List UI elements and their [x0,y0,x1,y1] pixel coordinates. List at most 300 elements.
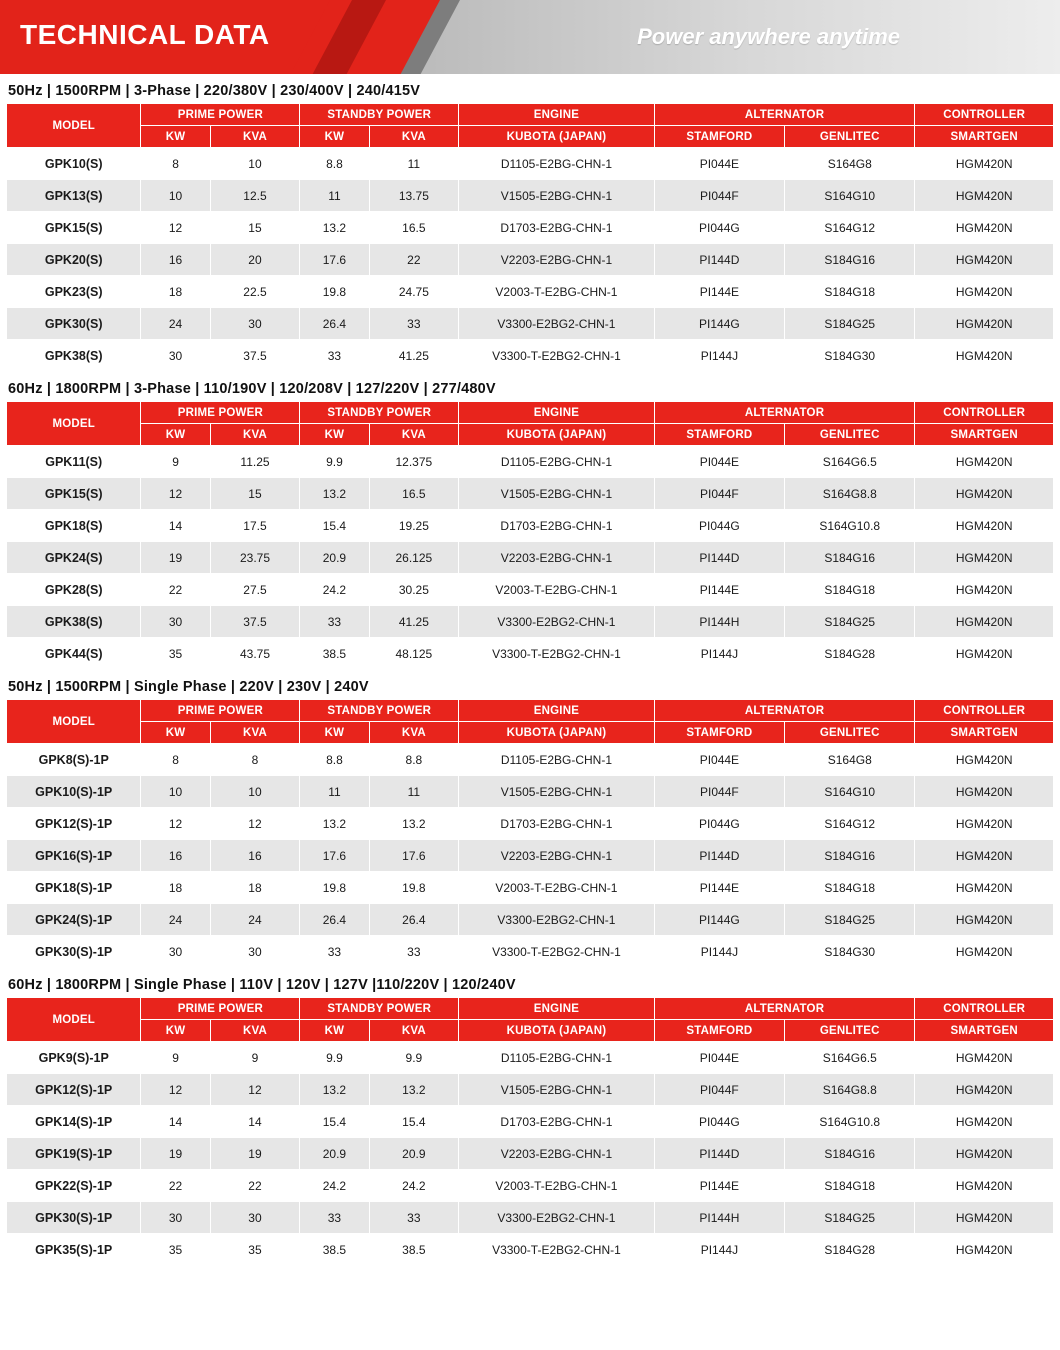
col-header-prime-kva: KVA [210,126,300,148]
cell-genlitec: S184G18 [785,872,915,904]
cell-standby-kva: 33 [369,1202,459,1234]
cell-smartgen: HGM420N [915,1042,1054,1074]
col-header-prime-power: PRIME POWER [141,104,300,126]
cell-model: GPK16(S)-1P [7,840,141,872]
cell-prime-kva: 20 [210,244,300,276]
cell-model: GPK23(S) [7,276,141,308]
cell-standby-kva: 16.5 [369,478,459,510]
cell-prime-kw: 12 [141,1074,210,1106]
table-row [7,180,1054,212]
cell-standby-kw: 15.4 [300,510,369,542]
cell-standby-kw: 38.5 [300,638,369,670]
cell-genlitec: S184G16 [785,542,915,574]
table-row [7,936,1054,968]
table-row [7,1234,1054,1266]
spec-section [0,381,1060,670]
cell-genlitec: S184G18 [785,276,915,308]
table-row [7,244,1054,276]
cell-engine: D1703-E2BG-CHN-1 [459,1106,655,1138]
table-row [7,808,1054,840]
cell-genlitec: S164G8.8 [785,1074,915,1106]
cell-prime-kw: 35 [141,1234,210,1266]
cell-stamford: PI044F [654,180,784,212]
col-header-standby-kva: KVA [369,1020,459,1042]
cell-stamford: PI144J [654,638,784,670]
col-header-prime-kva: KVA [210,1020,300,1042]
cell-engine: V3300-E2BG2-CHN-1 [459,606,655,638]
col-header-kubota: KUBOTA (JAPAN) [459,722,655,744]
cell-stamford: PI144J [654,936,784,968]
cell-engine: V1505-E2BG-CHN-1 [459,478,655,510]
table-row [7,276,1054,308]
cell-engine: D1105-E2BG-CHN-1 [459,148,655,180]
col-header-controller: CONTROLLER [915,700,1054,722]
cell-stamford: PI044G [654,510,784,542]
cell-smartgen: HGM420N [915,606,1054,638]
cell-prime-kw: 22 [141,1170,210,1202]
cell-engine: D1105-E2BG-CHN-1 [459,1042,655,1074]
cell-standby-kw: 38.5 [300,1234,369,1266]
cell-stamford: PI144H [654,606,784,638]
col-header-prime-kw: KW [141,126,210,148]
cell-engine: V1505-E2BG-CHN-1 [459,180,655,212]
cell-smartgen: HGM420N [915,276,1054,308]
cell-standby-kw: 9.9 [300,1042,369,1074]
cell-engine: V3300-T-E2BG2-CHN-1 [459,1234,655,1266]
col-header-prime-power: PRIME POWER [141,700,300,722]
table-row [7,1074,1054,1106]
cell-prime-kva: 43.75 [210,638,300,670]
cell-standby-kw: 13.2 [300,212,369,244]
cell-engine: V1505-E2BG-CHN-1 [459,776,655,808]
col-header-controller: CONTROLLER [915,998,1054,1020]
col-header-standby-kva: KVA [369,722,459,744]
table-header-row-2 [7,722,1054,744]
cell-model: GPK10(S) [7,148,141,180]
cell-prime-kva: 15 [210,478,300,510]
col-header-alternator: ALTERNATOR [654,104,915,126]
cell-prime-kva: 12 [210,1074,300,1106]
table-row [7,340,1054,372]
cell-prime-kw: 18 [141,872,210,904]
cell-engine: V2203-E2BG-CHN-1 [459,542,655,574]
cell-prime-kva: 19 [210,1138,300,1170]
cell-standby-kw: 20.9 [300,542,369,574]
cell-standby-kva: 26.125 [369,542,459,574]
cell-standby-kw: 13.2 [300,478,369,510]
cell-prime-kw: 8 [141,744,210,776]
cell-model: GPK35(S)-1P [7,1234,141,1266]
col-header-standby-kw: KW [300,722,369,744]
cell-model: GPK30(S) [7,308,141,340]
cell-prime-kva: 24 [210,904,300,936]
table-header-row-1 [7,402,1054,424]
cell-genlitec: S184G25 [785,1202,915,1234]
table-row [7,840,1054,872]
cell-standby-kw: 20.9 [300,1138,369,1170]
cell-smartgen: HGM420N [915,148,1054,180]
cell-model: GPK28(S) [7,574,141,606]
cell-smartgen: HGM420N [915,478,1054,510]
col-header-controller: CONTROLLER [915,402,1054,424]
cell-standby-kw: 24.2 [300,574,369,606]
cell-prime-kva: 37.5 [210,340,300,372]
cell-stamford: PI044G [654,1106,784,1138]
cell-prime-kva: 12 [210,808,300,840]
cell-prime-kw: 14 [141,1106,210,1138]
table-header-row-2 [7,126,1054,148]
spec-table [6,699,1054,968]
cell-prime-kva: 30 [210,1202,300,1234]
cell-stamford: PI144D [654,1138,784,1170]
cell-smartgen: HGM420N [915,180,1054,212]
table-row [7,1138,1054,1170]
cell-stamford: PI044F [654,776,784,808]
cell-stamford: PI044E [654,148,784,180]
cell-prime-kw: 14 [141,510,210,542]
cell-engine: V2203-E2BG-CHN-1 [459,840,655,872]
cell-stamford: PI144D [654,244,784,276]
cell-engine: V2003-T-E2BG-CHN-1 [459,276,655,308]
cell-prime-kva: 35 [210,1234,300,1266]
cell-prime-kw: 22 [141,574,210,606]
cell-smartgen: HGM420N [915,808,1054,840]
cell-model: GPK11(S) [7,446,141,478]
spec-section [0,977,1060,1266]
spec-table [6,103,1054,372]
col-header-standby-power: STANDBY POWER [300,104,459,126]
cell-standby-kw: 17.6 [300,244,369,276]
cell-engine: V2203-E2BG-CHN-1 [459,244,655,276]
table-row [7,1170,1054,1202]
table-row [7,1042,1054,1074]
cell-prime-kva: 9 [210,1042,300,1074]
col-header-standby-power: STANDBY POWER [300,402,459,424]
cell-engine: V2003-T-E2BG-CHN-1 [459,1170,655,1202]
cell-stamford: PI144J [654,340,784,372]
cell-standby-kva: 24.2 [369,1170,459,1202]
spec-table [6,997,1054,1266]
cell-smartgen: HGM420N [915,776,1054,808]
cell-engine: D1703-E2BG-CHN-1 [459,808,655,840]
col-header-prime-power: PRIME POWER [141,402,300,424]
cell-engine: V2003-T-E2BG-CHN-1 [459,574,655,606]
col-header-standby-kva: KVA [369,424,459,446]
table-row [7,212,1054,244]
spec-sections [0,83,1060,1266]
cell-prime-kw: 19 [141,542,210,574]
cell-genlitec: S184G28 [785,1234,915,1266]
cell-model: GPK12(S)-1P [7,1074,141,1106]
cell-smartgen: HGM420N [915,446,1054,478]
col-header-standby-kw: KW [300,1020,369,1042]
cell-model: GPK13(S) [7,180,141,212]
section-title: 60Hz | 1800RPM | 3-Phase | 110/190V | 120/208V | 127/220V | 277/480V [8,381,496,397]
cell-smartgen: HGM420N [915,1234,1054,1266]
cell-engine: D1105-E2BG-CHN-1 [459,744,655,776]
cell-smartgen: HGM420N [915,212,1054,244]
cell-model: GPK14(S)-1P [7,1106,141,1138]
col-header-smartgen: SMARTGEN [915,126,1054,148]
cell-genlitec: S184G16 [785,244,915,276]
cell-stamford: PI044E [654,446,784,478]
cell-prime-kva: 17.5 [210,510,300,542]
col-header-alternator: ALTERNATOR [654,402,915,424]
cell-engine: D1703-E2BG-CHN-1 [459,510,655,542]
col-header-genlitec: GENLITEC [785,126,915,148]
cell-genlitec: S184G25 [785,904,915,936]
cell-standby-kw: 8.8 [300,744,369,776]
cell-standby-kva: 30.25 [369,574,459,606]
cell-smartgen: HGM420N [915,1202,1054,1234]
cell-genlitec: S164G6.5 [785,1042,915,1074]
cell-genlitec: S184G25 [785,606,915,638]
col-header-alternator: ALTERNATOR [654,998,915,1020]
cell-stamford: PI144J [654,1234,784,1266]
col-header-model: MODEL [7,104,141,148]
cell-engine: V3300-E2BG2-CHN-1 [459,1202,655,1234]
cell-prime-kw: 12 [141,478,210,510]
cell-engine: V1505-E2BG-CHN-1 [459,1074,655,1106]
cell-standby-kva: 11 [369,148,459,180]
cell-prime-kva: 12.5 [210,180,300,212]
cell-model: GPK38(S) [7,606,141,638]
cell-standby-kw: 33 [300,340,369,372]
col-header-stamford: STAMFORD [654,1020,784,1042]
spec-section [0,679,1060,968]
cell-standby-kva: 13.75 [369,180,459,212]
cell-stamford: PI144D [654,840,784,872]
cell-standby-kw: 11 [300,776,369,808]
cell-genlitec: S184G18 [785,1170,915,1202]
cell-smartgen: HGM420N [915,638,1054,670]
cell-prime-kva: 22.5 [210,276,300,308]
cell-engine: D1703-E2BG-CHN-1 [459,212,655,244]
cell-standby-kva: 16.5 [369,212,459,244]
cell-prime-kva: 23.75 [210,542,300,574]
cell-model: GPK24(S)-1P [7,904,141,936]
cell-stamford: PI044E [654,744,784,776]
cell-standby-kva: 41.25 [369,340,459,372]
cell-standby-kw: 17.6 [300,840,369,872]
table-row [7,744,1054,776]
table-row [7,574,1054,606]
cell-smartgen: HGM420N [915,744,1054,776]
cell-genlitec: S164G10 [785,776,915,808]
cell-smartgen: HGM420N [915,1074,1054,1106]
col-header-prime-kva: KVA [210,722,300,744]
cell-smartgen: HGM420N [915,244,1054,276]
cell-prime-kw: 8 [141,148,210,180]
cell-prime-kw: 35 [141,638,210,670]
table-row [7,542,1054,574]
cell-prime-kw: 9 [141,446,210,478]
cell-prime-kva: 22 [210,1170,300,1202]
col-header-kubota: KUBOTA (JAPAN) [459,1020,655,1042]
cell-standby-kva: 20.9 [369,1138,459,1170]
cell-standby-kw: 19.8 [300,276,369,308]
col-header-prime-kw: KW [141,1020,210,1042]
cell-smartgen: HGM420N [915,904,1054,936]
cell-engine: V3300-T-E2BG2-CHN-1 [459,638,655,670]
cell-genlitec: S184G16 [785,840,915,872]
section-title: 50Hz | 1500RPM | Single Phase | 220V | 230V | 240V [8,679,369,695]
table-row [7,1106,1054,1138]
col-header-stamford: STAMFORD [654,722,784,744]
table-row [7,904,1054,936]
cell-model: GPK12(S)-1P [7,808,141,840]
cell-engine: V3300-E2BG2-CHN-1 [459,904,655,936]
cell-standby-kva: 48.125 [369,638,459,670]
cell-standby-kva: 41.25 [369,606,459,638]
cell-genlitec: S164G10 [785,180,915,212]
cell-engine: V3300-T-E2BG2-CHN-1 [459,340,655,372]
cell-model: GPK20(S) [7,244,141,276]
cell-prime-kw: 12 [141,212,210,244]
col-header-engine: ENGINE [459,104,655,126]
table-row [7,1202,1054,1234]
cell-standby-kw: 33 [300,1202,369,1234]
cell-engine: V3300-E2BG2-CHN-1 [459,308,655,340]
cell-smartgen: HGM420N [915,1170,1054,1202]
cell-standby-kw: 15.4 [300,1106,369,1138]
cell-genlitec: S164G8 [785,148,915,180]
col-header-alternator: ALTERNATOR [654,700,915,722]
col-header-model: MODEL [7,402,141,446]
cell-engine: V2003-T-E2BG-CHN-1 [459,872,655,904]
cell-standby-kw: 13.2 [300,808,369,840]
table-header-row-1 [7,998,1054,1020]
cell-prime-kva: 10 [210,148,300,180]
cell-prime-kw: 16 [141,840,210,872]
cell-prime-kw: 12 [141,808,210,840]
cell-prime-kva: 18 [210,872,300,904]
cell-stamford: PI144E [654,574,784,606]
cell-prime-kva: 15 [210,212,300,244]
cell-prime-kva: 8 [210,744,300,776]
cell-prime-kw: 24 [141,308,210,340]
cell-standby-kva: 9.9 [369,1042,459,1074]
cell-model: GPK38(S) [7,340,141,372]
cell-stamford: PI144E [654,276,784,308]
page-title: TECHNICAL DATA [20,19,270,50]
cell-prime-kva: 27.5 [210,574,300,606]
cell-standby-kva: 24.75 [369,276,459,308]
cell-stamford: PI044F [654,478,784,510]
cell-stamford: PI144E [654,1170,784,1202]
spec-section [0,83,1060,372]
col-header-standby-power: STANDBY POWER [300,700,459,722]
cell-stamford: PI044G [654,212,784,244]
cell-standby-kw: 33 [300,606,369,638]
cell-stamford: PI144E [654,872,784,904]
cell-standby-kva: 19.8 [369,872,459,904]
col-header-engine: ENGINE [459,700,655,722]
table-row [7,446,1054,478]
cell-genlitec: S164G12 [785,212,915,244]
cell-prime-kw: 16 [141,244,210,276]
cell-standby-kva: 33 [369,308,459,340]
col-header-prime-kw: KW [141,722,210,744]
cell-model: GPK18(S)-1P [7,872,141,904]
col-header-engine: ENGINE [459,998,655,1020]
col-header-controller: CONTROLLER [915,104,1054,126]
cell-prime-kva: 10 [210,776,300,808]
cell-standby-kva: 15.4 [369,1106,459,1138]
col-header-kubota: KUBOTA (JAPAN) [459,126,655,148]
cell-standby-kva: 26.4 [369,904,459,936]
col-header-genlitec: GENLITEC [785,1020,915,1042]
col-header-prime-power: PRIME POWER [141,998,300,1020]
cell-standby-kw: 24.2 [300,1170,369,1202]
cell-model: GPK15(S) [7,478,141,510]
cell-model: GPK30(S)-1P [7,936,141,968]
cell-model: GPK30(S)-1P [7,1202,141,1234]
cell-standby-kva: 17.6 [369,840,459,872]
col-header-genlitec: GENLITEC [785,722,915,744]
cell-prime-kw: 19 [141,1138,210,1170]
col-header-genlitec: GENLITEC [785,424,915,446]
cell-model: GPK24(S) [7,542,141,574]
cell-genlitec: S164G8 [785,744,915,776]
banner-slogan: Power anywhere anytime [637,24,900,49]
cell-smartgen: HGM420N [915,308,1054,340]
col-header-stamford: STAMFORD [654,126,784,148]
spec-table [6,401,1054,670]
cell-genlitec: S184G30 [785,936,915,968]
cell-prime-kw: 18 [141,276,210,308]
col-header-smartgen: SMARTGEN [915,424,1054,446]
cell-standby-kva: 12.375 [369,446,459,478]
cell-stamford: PI044E [654,1042,784,1074]
cell-engine: V3300-T-E2BG2-CHN-1 [459,936,655,968]
cell-genlitec: S164G8.8 [785,478,915,510]
col-header-smartgen: SMARTGEN [915,722,1054,744]
cell-standby-kw: 33 [300,936,369,968]
cell-standby-kva: 8.8 [369,744,459,776]
cell-smartgen: HGM420N [915,510,1054,542]
cell-model: GPK8(S)-1P [7,744,141,776]
cell-prime-kw: 10 [141,180,210,212]
cell-genlitec: S184G18 [785,574,915,606]
cell-model: GPK15(S) [7,212,141,244]
cell-prime-kw: 9 [141,1042,210,1074]
cell-smartgen: HGM420N [915,574,1054,606]
cell-prime-kva: 11.25 [210,446,300,478]
cell-standby-kva: 22 [369,244,459,276]
cell-stamford: PI044F [654,1074,784,1106]
cell-smartgen: HGM420N [915,872,1054,904]
cell-standby-kw: 8.8 [300,148,369,180]
cell-smartgen: HGM420N [915,542,1054,574]
cell-genlitec: S184G25 [785,308,915,340]
cell-model: GPK9(S)-1P [7,1042,141,1074]
table-row [7,510,1054,542]
cell-genlitec: S164G6.5 [785,446,915,478]
cell-stamford: PI144D [654,542,784,574]
table-row [7,606,1054,638]
col-header-smartgen: SMARTGEN [915,1020,1054,1042]
col-header-kubota: KUBOTA (JAPAN) [459,424,655,446]
cell-model: GPK44(S) [7,638,141,670]
cell-smartgen: HGM420N [915,1138,1054,1170]
cell-standby-kva: 19.25 [369,510,459,542]
table-row [7,308,1054,340]
table-row [7,638,1054,670]
cell-prime-kw: 30 [141,1202,210,1234]
cell-model: GPK19(S)-1P [7,1138,141,1170]
table-header-row-1 [7,700,1054,722]
